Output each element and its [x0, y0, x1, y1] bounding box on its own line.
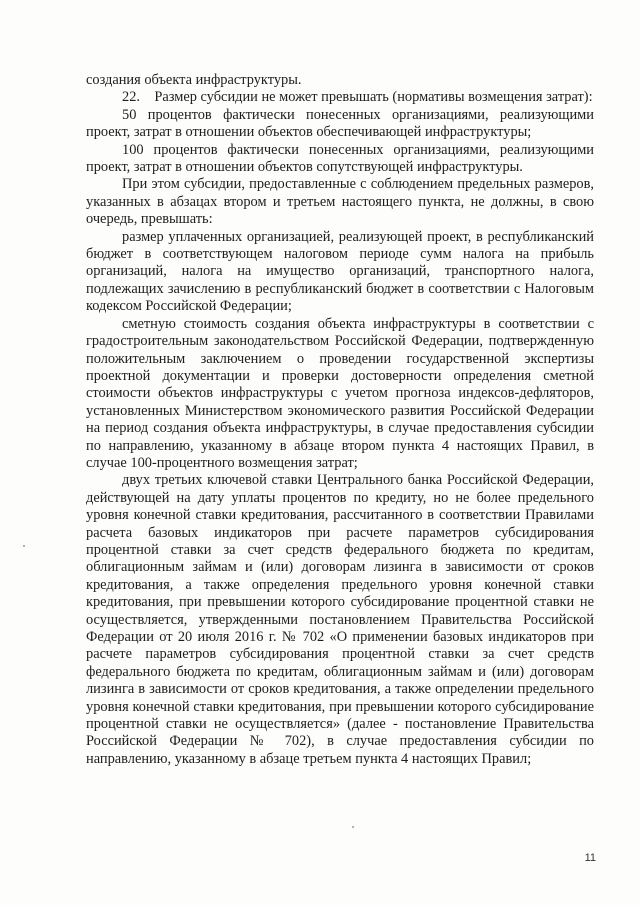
paragraph-tax-limit: размер уплаченных организацией, реализующей проект, в республиканский бюджет в соответствующем налоговом периоде сумм налога на прибыль организаций, налога на имущество организаций, транспортного налога, подлежащих зачислению в республиканский бюджет в соответствии с Налоговым кодексом Российской Федерации; — [86, 228, 594, 315]
paragraph-estimate-limit: сметную стоимость создания объекта инфраструктуры в соответствии с градостроительным законодательством Российской Федерации, подтвержденную положительным заключением о проведении государственной экспертизы проектной документации и проверки достоверности определения сметной стоимости объектов инфраструктуры с учетом прогноза индексов-дефляторов, установленных Министерством экономического развития Российской Федерации на период создания объекта инфраструктуры, в случае предоставления субсидии по направлению, указанному в абзаце втором пункта 4 настоящих Правил, в случае 100-процентного возмещения затрат; — [86, 315, 594, 471]
paragraph-continuation: создания объекта инфраструктуры. — [86, 72, 302, 88]
paragraph-key-rate-limit: двух третьих ключевой ставки Центрального банка Российской Федерации, действующей на дату уплаты процентов по кредиту, но не более предельного уровня конечной ставки кредитования, рассчитанного в соответствии Правилами расчета базовых индикаторов при расчете параметров субсидирования процентной ставки за счет средств федерального бюджета по кредитам, облигационным займам и (или) договорам лизинга в зависимости от сроков кредитования, а также определения предельного уровня конечной ставки кредитования, при превышении которого субсидирование процентной ставки не осуществляется, утвержденными постановлением Правительства Российской Федерации от 20 июля 2016 г. № 702 «О применении базовых индикаторов при расчете параметров субсидирования процентной ставки за счет средств федерального бюджета по кредитам, облигационным займам и (или) договорам лизинга в зависимости от сроков кредитования, а также определении предельного уровня конечной ставки кредитования, при превышении которого субсидирование процентной ставки не осуществляется» (далее - постановление Правительства Российской Федерации № 702), в случае предоставления субсидии по направлению, указанному в абзаце третьем пункта 4 настоящих Правил; — [86, 472, 594, 767]
page-number: 11 — [584, 852, 596, 864]
scan-speck — [23, 545, 25, 547]
paragraph-item-22: 22. Размер субсидии не может превышать (нормативы возмещения затрат): — [122, 89, 593, 106]
paragraph-50-percent: 50 процентов фактически понесенных организациями, реализующими проект, затрат в отношении объектов обеспечивающей инфраструктуры; — [86, 106, 594, 141]
paragraph-limits-intro: При этом субсидии, предоставленные с соблюдением предельных размеров, указанных в абзацах втором и третьем настоящего пункта, не должны, в свою очередь, превышать: — [86, 176, 594, 228]
scan-speck — [352, 826, 354, 828]
document-body — [86, 72, 594, 768]
paragraph-100-percent: 100 процентов фактически понесенных организациями, реализующими проект, затрат в отношении объектов сопутствующей инфраструктуры. — [86, 141, 594, 176]
